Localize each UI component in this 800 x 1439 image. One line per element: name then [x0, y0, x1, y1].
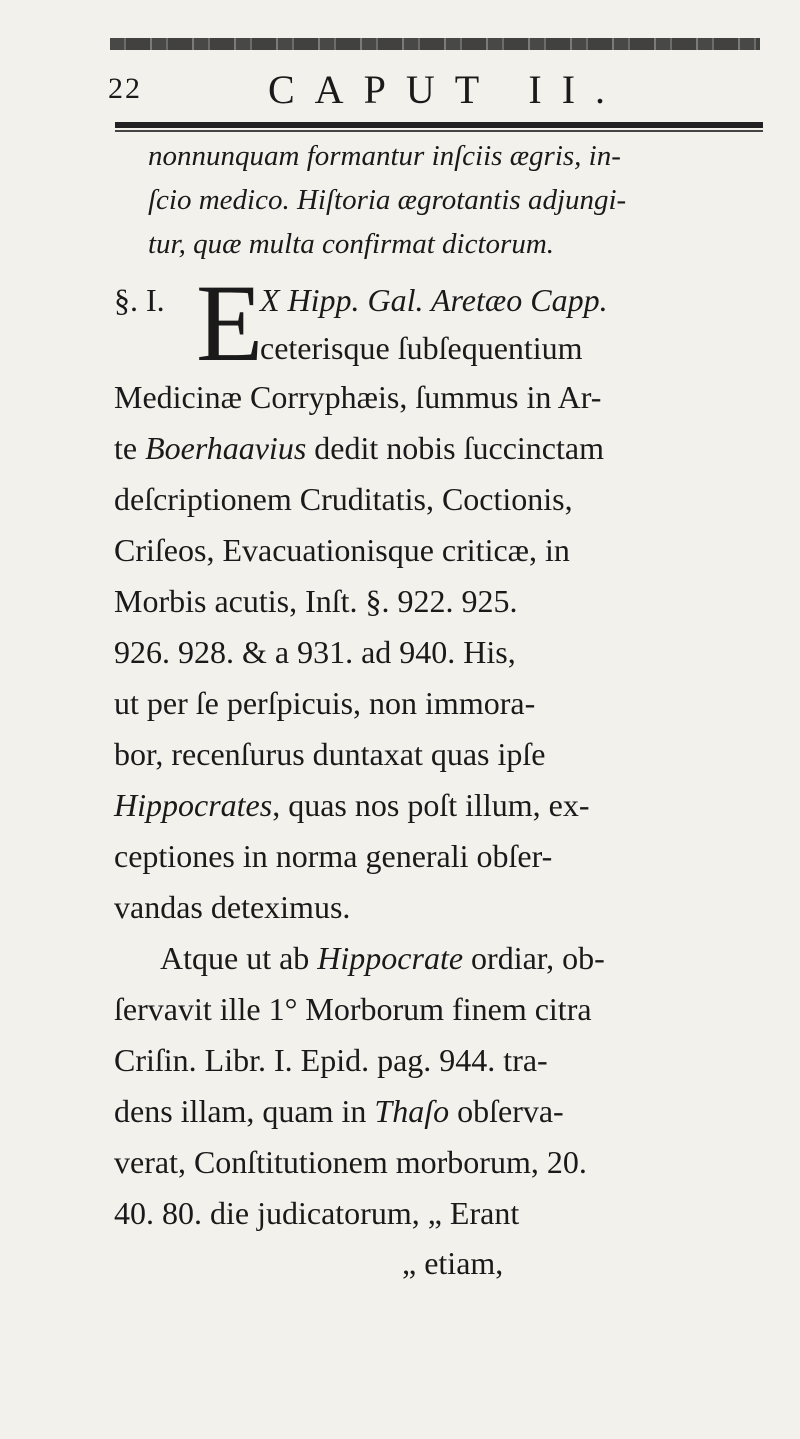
- paragraph-2: [114, 933, 794, 1239]
- text-line: [114, 576, 794, 627]
- text-segment: dedit nobis ſuccinctam: [306, 430, 604, 466]
- text-line: [114, 780, 794, 831]
- section-sign: §. I.: [114, 282, 165, 318]
- text-segment: Medicinæ Corryphæis, ſummus in Ar-: [114, 379, 602, 415]
- text-line: [114, 423, 794, 474]
- text-line: [114, 984, 794, 1035]
- italic-name: Hippocrates: [114, 787, 273, 823]
- running-title: CAPUT II.: [268, 67, 626, 112]
- text-line: [114, 1086, 794, 1137]
- text-segment: bor, recenſurus duntaxat quas ipſe: [114, 736, 546, 772]
- page-header: [108, 67, 768, 116]
- text-segment: ſervavit ille 1° Morborum finem citra: [114, 991, 592, 1027]
- text-line: [114, 474, 794, 525]
- text-segment: Criſin. Libr. I. Epid. pag. 944. tra-: [114, 1042, 548, 1078]
- text-line: [114, 882, 794, 933]
- text-segment: 40. 80. die judicatorum, „ Erant: [114, 1195, 520, 1231]
- text-segment: dens illam, quam in: [114, 1093, 375, 1129]
- text-segment: vandas deteximus.: [114, 889, 351, 925]
- text-segment: , quas nos poſt illum, ex-: [272, 787, 590, 823]
- italic-name: Hippocrate: [317, 940, 464, 976]
- summary-line: tur, quæ multa confirmat dictorum.: [148, 228, 555, 260]
- section-1: [114, 262, 794, 1287]
- text-segment: Criſeos, Evacuationisque criticæ, in: [114, 532, 570, 568]
- paragraph-1: [114, 372, 794, 933]
- text-segment: 926. 928. & a 931. ad 940. His,: [114, 634, 516, 670]
- text-line: [114, 933, 794, 984]
- text-line: [114, 1035, 794, 1086]
- summary-text: [148, 134, 788, 266]
- header-rule: [115, 122, 763, 128]
- text-segment: obſerva-: [449, 1093, 564, 1129]
- text-segment: deſcriptionem Cruditatis, Coctionis,: [114, 481, 573, 517]
- text-segment: te: [114, 430, 146, 466]
- top-ornament-rule: [110, 38, 760, 50]
- text-segment: ceptiones in norma generali obſer-: [114, 838, 553, 874]
- second-line-text: ceterisque ſubſequentium: [260, 330, 583, 366]
- text-segment: ordiar, ob-: [463, 940, 605, 976]
- text-line: [114, 525, 794, 576]
- text-line: [114, 831, 794, 882]
- text-segment: verat, Conſtitutionem morborum, 20.: [114, 1144, 587, 1180]
- summary-line: nonnunquam formantur inſciis ægris, in-: [148, 140, 621, 172]
- text-segment: Morbis acutis, Inſt. §. 922. 925.: [114, 583, 518, 619]
- text-line: [114, 729, 794, 780]
- text-line: [114, 1137, 794, 1188]
- page-number: 22: [108, 72, 142, 105]
- drop-cap: E: [196, 262, 264, 384]
- italic-name: Thaſo: [374, 1093, 450, 1129]
- text-line: [114, 1188, 794, 1239]
- first-line-text: X Hipp. Gal. Aretæo Capp.: [260, 282, 608, 318]
- text-line: [114, 678, 794, 729]
- text-segment: ut per ſe perſpicuis, non immora-: [114, 685, 536, 721]
- summary-line: ſcio medico. Hiſtoria ægrotantis adjungi-: [148, 184, 627, 216]
- text-line: [114, 627, 794, 678]
- text-segment: Atque ut ab: [160, 940, 318, 976]
- italic-name: Boerhaavius: [145, 430, 307, 466]
- catchword: „ etiam,: [402, 1245, 504, 1281]
